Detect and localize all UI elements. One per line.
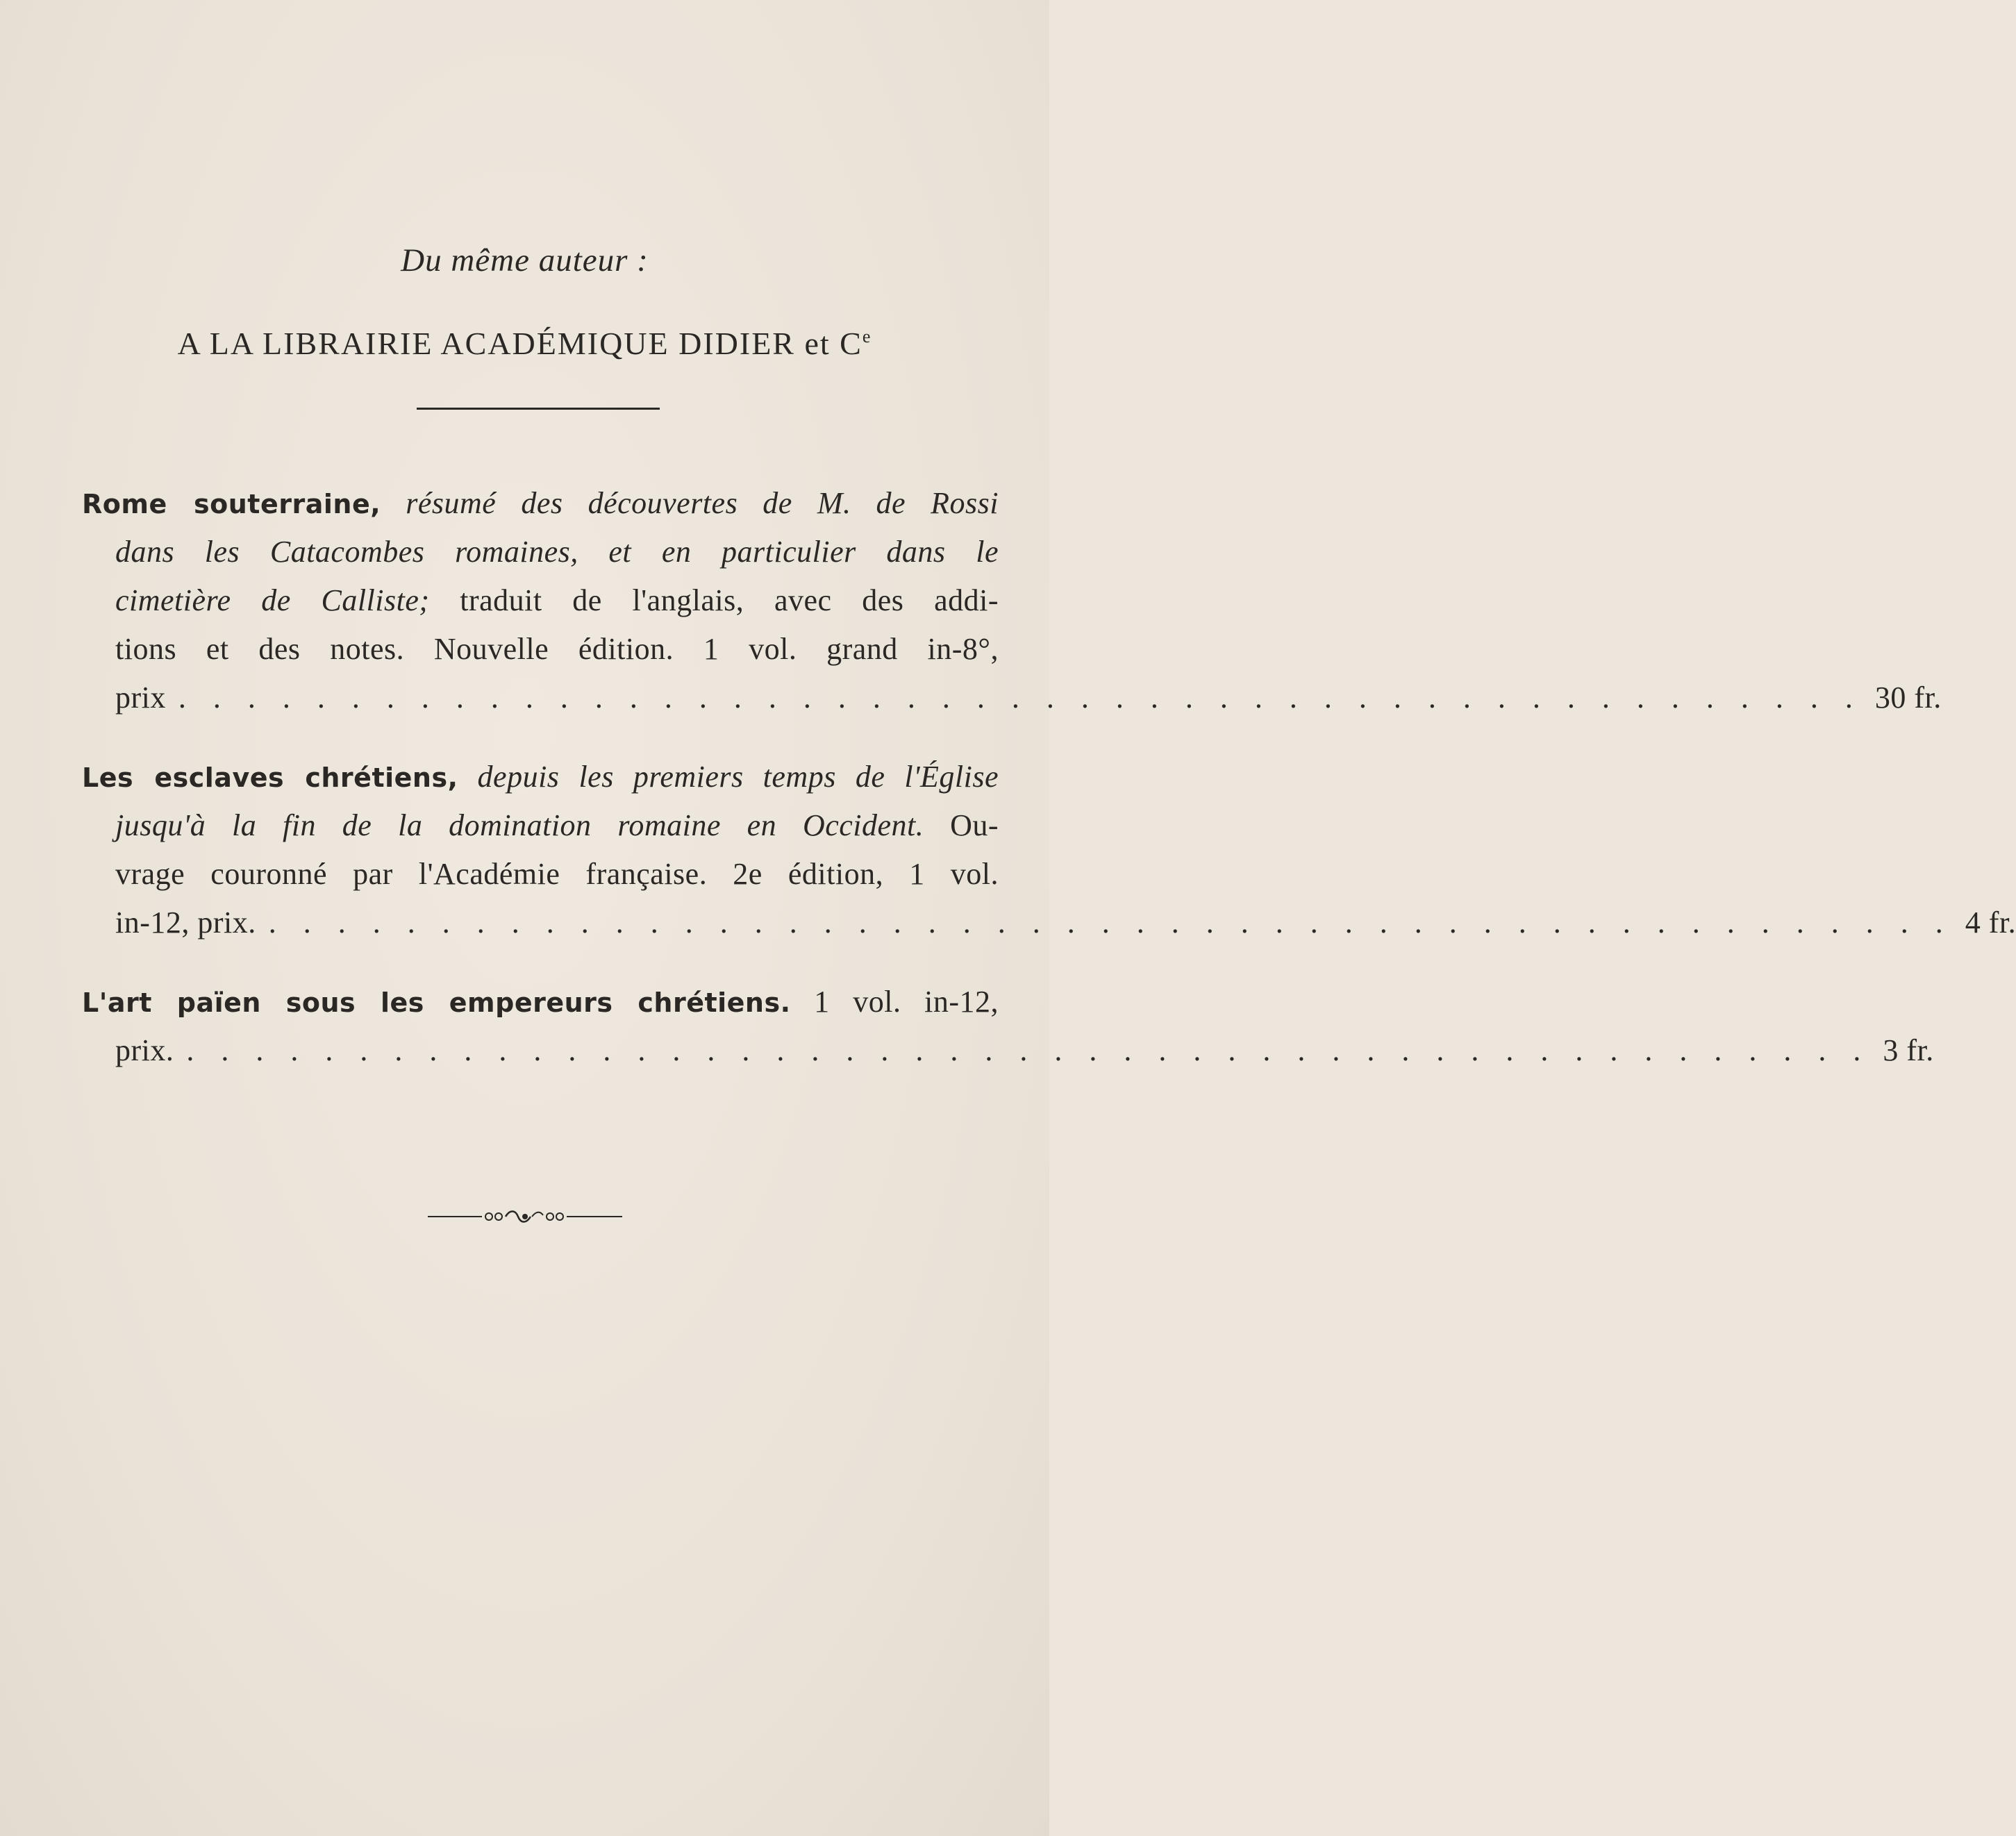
- publisher-line: [0, 325, 1049, 362]
- author-note-text: Du même auteur :: [401, 242, 649, 278]
- author-note: [0, 242, 1049, 279]
- book-subtitle: dans les Catacombes romaines, et en particulier dans le: [115, 535, 999, 569]
- book-title: L'art païen sous les empereurs chrétiens.: [82, 987, 791, 1018]
- price-prefix: prix.: [115, 1033, 174, 1067]
- book-description: vrage couronné par l'Académie française. 2e édition, 1 vol.: [115, 857, 999, 891]
- book-price: 3 fr.: [1883, 1033, 1934, 1067]
- entry-line: [82, 801, 999, 850]
- ornament-divider: [0, 1208, 1049, 1225]
- entry-line: [82, 978, 999, 1026]
- book-entry: [82, 479, 1942, 722]
- dot-leader: . . . . . . . . . . . . . . . . . . . . . . . . . . . . . . . . . . . . . . . . . . . . . . . . .: [268, 906, 1953, 940]
- entry-line: [82, 576, 999, 625]
- entry-line: [82, 479, 999, 528]
- publisher-name: A LA LIBRAIRIE ACADÉMIQUE DIDIER et C: [177, 326, 863, 361]
- ornament-icon: [428, 1208, 622, 1225]
- price-prefix: in-12, prix.: [115, 906, 256, 940]
- book-subtitle: jusqu'à la fin de la domination romaine en Occident.: [115, 808, 924, 842]
- entry-line: [82, 753, 999, 801]
- book-description: tions et des notes. Nouvelle édition. 1 vol. grand in-8°,: [115, 632, 999, 666]
- book-entry: [82, 753, 2016, 947]
- book-entry: [82, 978, 1934, 1075]
- book-subtitle: depuis les premiers temps de l'Église: [458, 760, 999, 794]
- book-title: Rome souterraine,: [82, 489, 381, 519]
- book-description: 1 vol. in-12,: [790, 985, 999, 1019]
- book-title: Les esclaves chrétiens,: [82, 762, 458, 793]
- book-subtitle: résumé des découvertes de M. de Rossi: [381, 486, 999, 520]
- price-line: [82, 1026, 1934, 1075]
- price-prefix: prix: [115, 681, 166, 715]
- dot-leader: . . . . . . . . . . . . . . . . . . . . . . . . . . . . . . . . . . . . . . . . . . . . . . . . .: [186, 1033, 1871, 1067]
- book-description: Ou-: [924, 808, 999, 842]
- entry-line: [82, 625, 999, 674]
- book-description: traduit de l'anglais, avec des addi-: [429, 583, 999, 617]
- book-list: [82, 479, 2016, 1105]
- book-subtitle: cimetière de Calliste;: [115, 583, 430, 617]
- price-line: [82, 899, 2016, 947]
- entry-line: [82, 528, 999, 576]
- entry-line: [82, 850, 999, 899]
- book-price: 4 fr.: [1965, 906, 2016, 940]
- dot-leader: . . . . . . . . . . . . . . . . . . . . . . . . . . . . . . . . . . . . . . . . . . . . . . . . .: [178, 681, 1863, 715]
- separator-rule: [417, 408, 660, 410]
- book-price: 30 fr.: [1874, 681, 1942, 715]
- price-line: [82, 674, 1942, 722]
- publisher-superscript: e: [862, 326, 872, 347]
